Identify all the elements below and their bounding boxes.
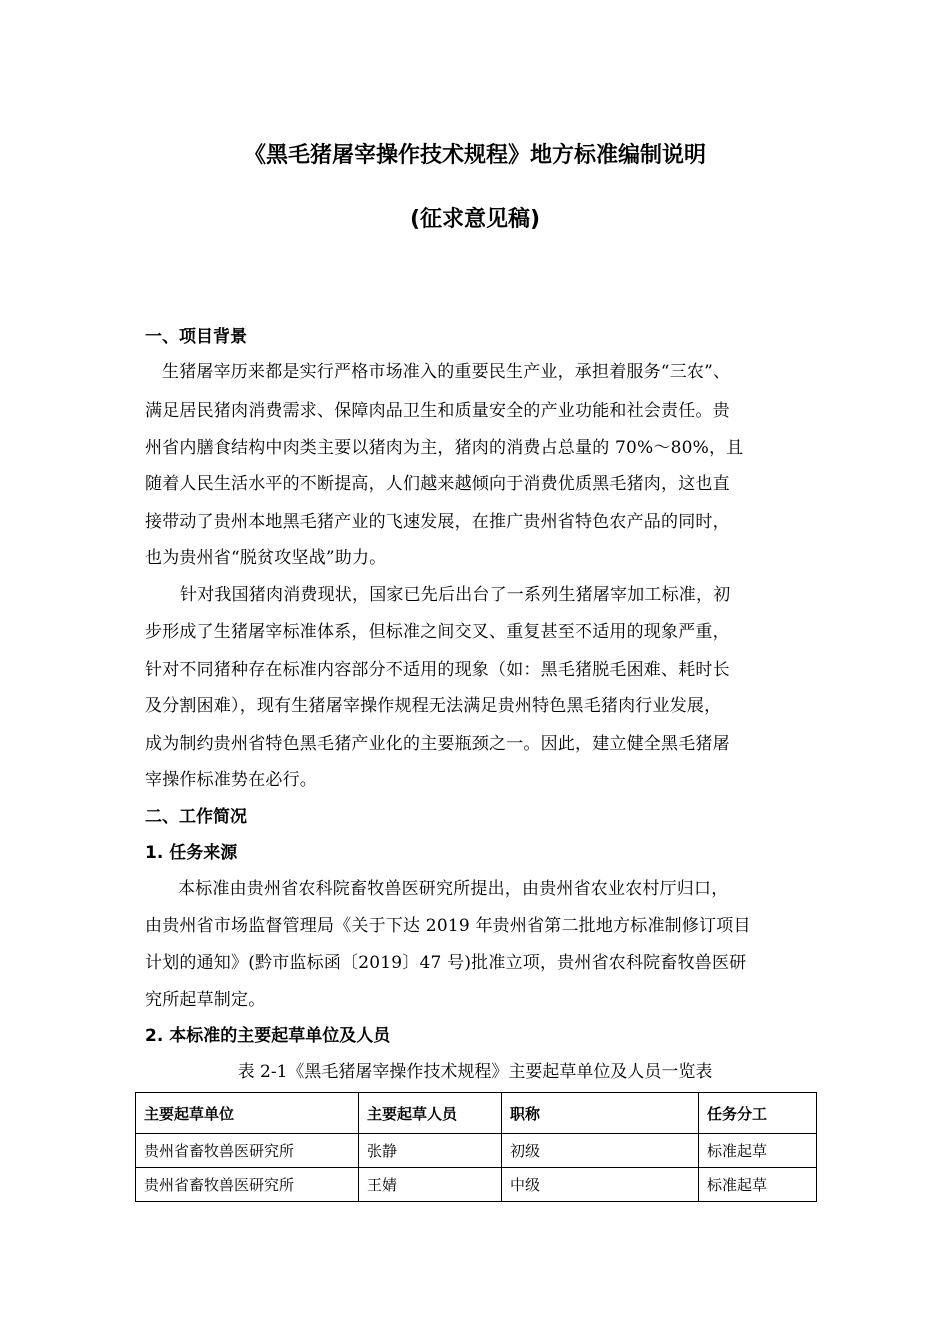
column-header-title: 职称 <box>502 1093 699 1134</box>
document-subtitle: (征求意见稿) <box>409 207 541 232</box>
text-line: 本标准由贵州省农科院畜牧兽医研究所提出，由贵州省农业农村厅归口， <box>178 879 729 899</box>
table-cell: 贵州省畜牧兽医研究所 <box>136 1134 359 1168</box>
table-header-row <box>136 1093 817 1134</box>
subsection-heading-task-source: 1. 任务来源 <box>145 843 238 863</box>
table-caption: 表 2-1《黑毛猪屠宰操作技术规程》主要起草单位及人员一览表 <box>237 1062 713 1082</box>
text-line: 究所起草制定。 <box>145 990 266 1010</box>
section-heading-work: 二、工作简况 <box>145 807 247 827</box>
text-line: 成为制约贵州省特色黑毛猪产业化的主要瓶颈之一。因此，建立健全黑毛猪屠 <box>145 734 730 754</box>
table-cell: 王婧 <box>359 1168 502 1202</box>
column-header-unit: 主要起草单位 <box>136 1093 359 1134</box>
text-line: 州省内膳食结构中肉类主要以猪肉为主，猪肉的消费占总量的 70%～80%，且 <box>145 438 744 458</box>
text-line: 宰操作标准势在必行。 <box>145 770 317 790</box>
column-header-task: 任务分工 <box>699 1093 817 1134</box>
text-line: 针对不同猪种存在标准内容部分不适用的现象（如：黑毛猪脱毛困难、耗时长 <box>145 660 730 680</box>
column-header-person: 主要起草人员 <box>359 1093 502 1134</box>
text-line: 步形成了生猪屠宰标准体系，但标准之间交叉、重复甚至不适用的现象严重， <box>145 622 730 642</box>
text-line: 满足居民猪肉消费需求、保障肉品卫生和质量安全的产业功能和社会责任。贵 <box>145 401 730 421</box>
table-cell: 标准起草 <box>699 1134 817 1168</box>
table-row <box>136 1168 817 1202</box>
table-cell: 初级 <box>502 1134 699 1168</box>
text-line: 针对我国猪肉消费现状，国家已先后出台了一系列生猪屠宰加工标准，初 <box>180 585 731 605</box>
text-line: 计划的通知》(黔市监标函〔2019〕47 号)批准立项，贵州省农科院畜牧兽医研 <box>145 953 747 973</box>
text-line: 由贵州省市场监督管理局《关于下达 2019 年贵州省第二批地方标准制修订项目 <box>145 916 751 936</box>
table-cell: 贵州省畜牧兽医研究所 <box>136 1168 359 1202</box>
document-title: 《黑毛猪屠宰操作技术规程》地方标准编制说明 <box>243 143 706 168</box>
section-heading-background: 一、项目背景 <box>145 327 247 347</box>
text-line: 生猪屠宰历来都是实行严格市场准入的重要民生产业，承担着服务“三农”、 <box>162 362 731 382</box>
text-line: 随着人民生活水平的不断提高，人们越来越倾向于消费优质黑毛猪肉，这也直 <box>145 474 730 494</box>
drafters-table <box>135 1092 817 1202</box>
table-cell: 标准起草 <box>699 1168 817 1202</box>
table-row <box>136 1134 817 1168</box>
table-cell: 张静 <box>359 1134 502 1168</box>
table-cell: 中级 <box>502 1168 699 1202</box>
text-line: 及分割困难），现有生猪屠宰操作规程无法满足贵州特色黑毛猪肉行业发展， <box>145 696 722 716</box>
text-line: 也为贵州省“脱贫攻坚战”助力。 <box>145 548 387 568</box>
text-line: 接带动了贵州本地黑毛猪产业的飞速发展，在推广贵州省特色农产品的同时， <box>145 512 730 532</box>
subsection-heading-drafters: 2. 本标准的主要起草单位及人员 <box>145 1026 391 1046</box>
